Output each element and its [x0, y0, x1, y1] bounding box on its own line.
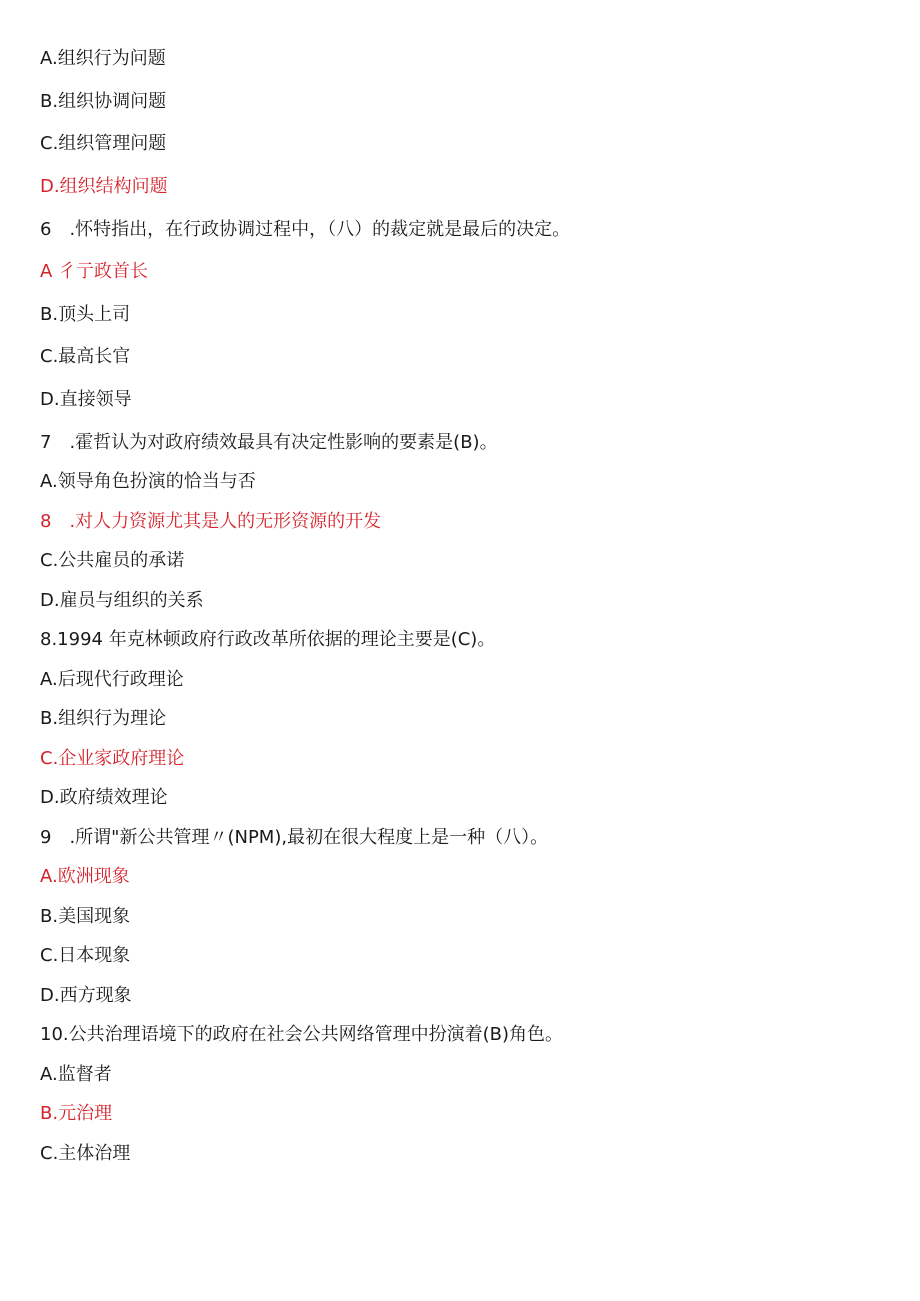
question-line: 10.公共治理语境下的政府在社会公共网络管理中扮演着(B)角色。: [40, 1024, 564, 1045]
option-line: D.直接领导: [40, 389, 132, 410]
answer-line: B.元治理: [40, 1103, 113, 1124]
option-line: D.西方现象: [40, 985, 132, 1006]
option-line: A.领导角色扮演的恰当与否: [40, 471, 256, 492]
option-line: C.公共雇员的承诺: [40, 550, 185, 571]
question-line: 8.1994 年克林顿政府行政改革所依据的理论主要是(C)。: [40, 629, 496, 650]
option-line: C.组织管理问题: [40, 133, 167, 154]
option-line: C.最高长官: [40, 346, 131, 367]
option-line: B.组织协调问题: [40, 91, 167, 112]
answer-line: 8 .对人力资源尤其是人的无形资源的开发: [40, 511, 382, 532]
question-line: 6 .怀特指出，在行政协调过程中，（八）的裁定就是最后的决定。: [40, 219, 571, 240]
option-line: D.雇员与组织的关系: [40, 590, 204, 611]
question-line: 7 .霍哲认为对政府绩效最具有决定性影响的要素是(B)。: [40, 432, 498, 453]
question-line: 9 .所谓"新公共管理〃(NPM),最初在很大程度上是一种（八）。: [40, 827, 549, 848]
option-line: D.政府绩效理论: [40, 787, 168, 808]
option-line: B.美国现象: [40, 906, 131, 927]
option-line: B.顶头上司: [40, 304, 131, 325]
option-line: A.组织行为问题: [40, 48, 166, 69]
option-line: C.日本现象: [40, 945, 131, 966]
answer-line: A 彳亍政首长: [40, 261, 149, 282]
option-line: A.后现代行政理论: [40, 669, 184, 690]
option-line: C.主体治理: [40, 1143, 131, 1164]
answer-line: C.企业家政府理论: [40, 748, 185, 769]
option-line: B.组织行为理论: [40, 708, 167, 729]
option-line: A.监督者: [40, 1064, 112, 1085]
answer-line: A.欧洲现象: [40, 866, 130, 887]
answer-line: D.组织结构问题: [40, 176, 168, 197]
